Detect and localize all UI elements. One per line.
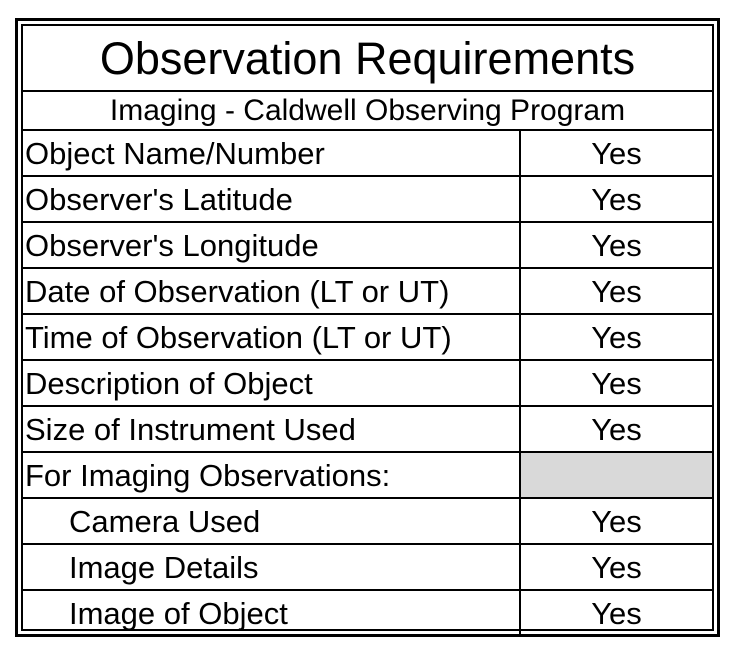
row-label: Observer's Latitude [23, 176, 520, 222]
section-header-row [23, 452, 712, 498]
row-value: Yes [520, 498, 712, 544]
row-label: Observer's Longitude [23, 222, 520, 268]
requirements-table [23, 26, 712, 635]
title-row [23, 26, 712, 91]
row-value: Yes [520, 130, 712, 176]
table-subtitle: Imaging - Caldwell Observing Program [23, 91, 712, 130]
row-value: Yes [520, 314, 712, 360]
table-row [23, 130, 712, 176]
table-row [23, 360, 712, 406]
row-value: Yes [520, 268, 712, 314]
row-label: Image of Object [23, 590, 520, 635]
row-label: Size of Instrument Used [23, 406, 520, 452]
row-value: Yes [520, 176, 712, 222]
section-header-label: For Imaging Observations: [23, 452, 520, 498]
row-value: Yes [520, 406, 712, 452]
requirements-table-container [21, 24, 714, 631]
row-label: Camera Used [23, 498, 520, 544]
table-row [23, 498, 712, 544]
table-row [23, 314, 712, 360]
row-value: Yes [520, 222, 712, 268]
section-header-fill-cell [520, 452, 712, 498]
table-row [23, 176, 712, 222]
row-value: Yes [520, 590, 712, 635]
row-label: Time of Observation (LT or UT) [23, 314, 520, 360]
table-row [23, 544, 712, 590]
row-label: Date of Observation (LT or UT) [23, 268, 520, 314]
table-title: Observation Requirements [23, 26, 712, 91]
table-row [23, 406, 712, 452]
row-label: Object Name/Number [23, 130, 520, 176]
row-value: Yes [520, 544, 712, 590]
table-row [23, 222, 712, 268]
row-label: Description of Object [23, 360, 520, 406]
subtitle-row [23, 91, 712, 130]
table-row [23, 590, 712, 635]
row-label: Image Details [23, 544, 520, 590]
row-value: Yes [520, 360, 712, 406]
table-row [23, 268, 712, 314]
